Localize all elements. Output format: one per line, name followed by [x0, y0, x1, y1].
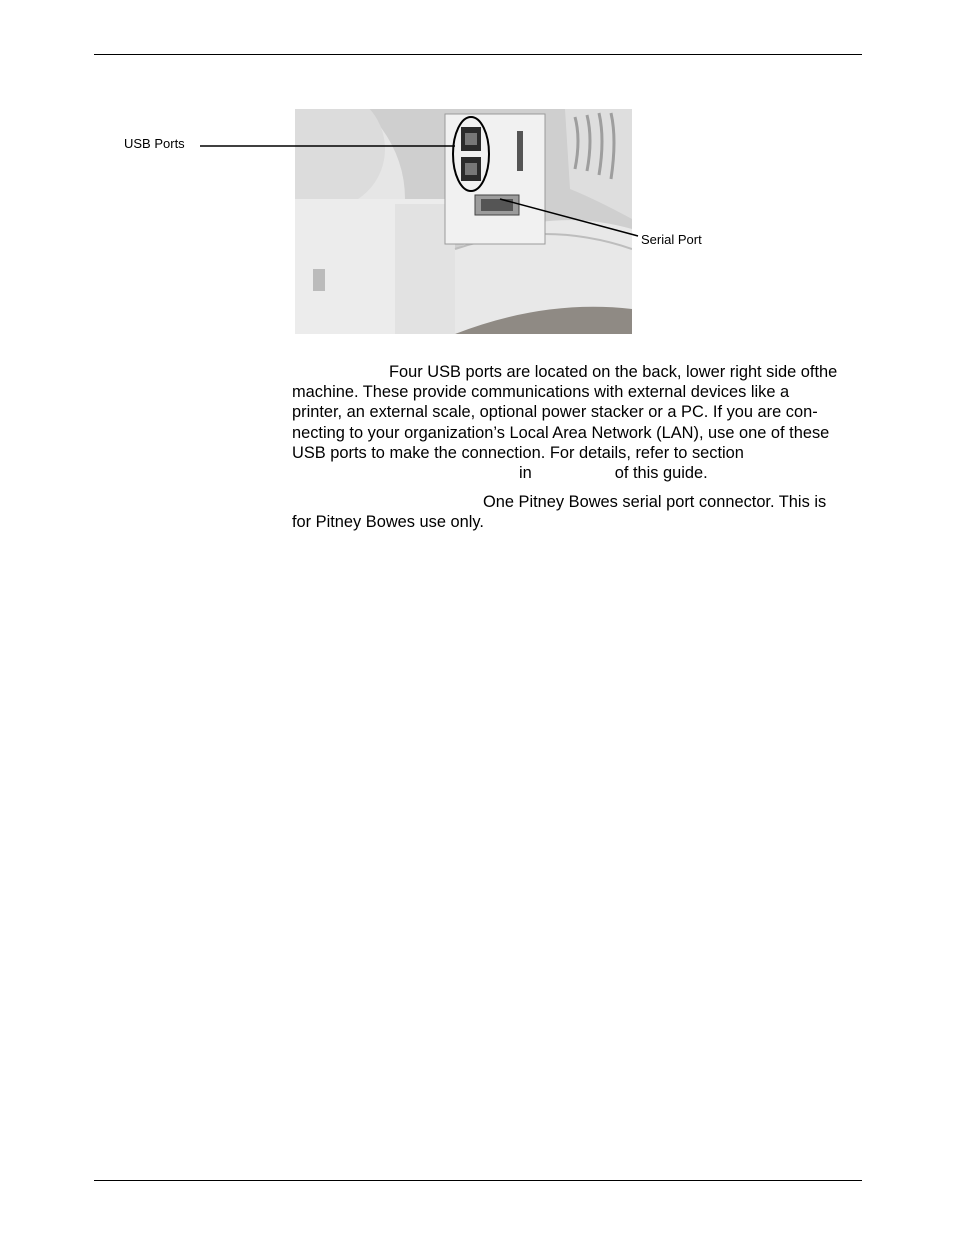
usb-line-2: machine. These provide communications with external devices like a [292, 383, 790, 402]
machine-back-photo [295, 109, 632, 334]
usb-line-4: necting to your organization’s Local Area Network (LAN), use one of these [292, 423, 830, 442]
usb-line-5: USB ports to make the connection. For details, refer to section [292, 443, 744, 462]
header-rule [94, 54, 862, 55]
serial-line-2: for Pitney Bowes use only. [292, 513, 484, 532]
serial-line-1: One Pitney Bowes serial port connector. This is [483, 493, 827, 511]
usb-ports-paragraph [292, 362, 858, 483]
footer-rule [94, 1180, 862, 1181]
usb-line-6a: in [519, 464, 532, 483]
usb-ports-label: USB Ports [124, 136, 185, 151]
usb-line-3: printer, an external scale, optional power stacker or a PC. If you are con- [292, 403, 818, 422]
serial-port-paragraph [292, 492, 858, 532]
usb-line-6b: of this guide. [614, 464, 708, 483]
serial-port-label: Serial Port [641, 232, 702, 247]
usb-line-1: Four USB ports are located on the back, lower right side ofthe [389, 363, 838, 381]
